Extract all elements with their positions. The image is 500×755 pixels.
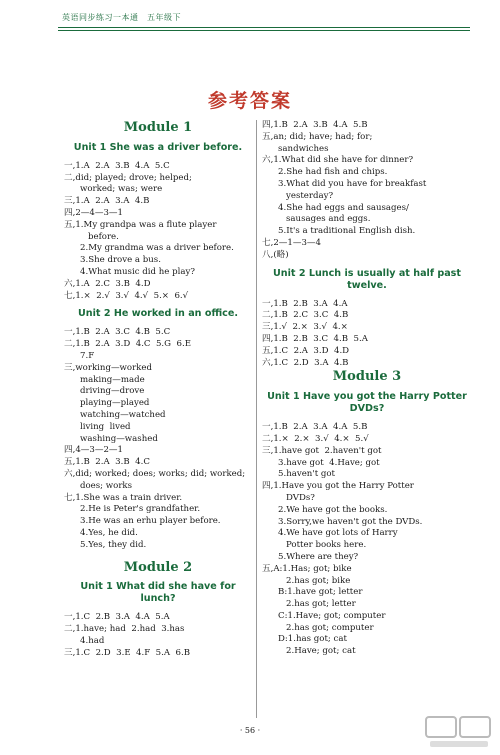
answer-line: driving—drove <box>80 386 145 397</box>
answer-line: C:1.Have; got; computer <box>278 610 386 621</box>
answer-line: 二,1.B 2.C 3.C 4.B <box>262 310 349 321</box>
answer-line: 八,(略) <box>262 249 289 260</box>
answer-line: before. <box>88 231 119 242</box>
right-column <box>262 120 472 658</box>
answer-line: 四,4—3—2—1 <box>64 445 123 456</box>
answer-line: 2.has got; computer <box>286 622 374 633</box>
answer-line: 二,1.B 2.A 3.D 4.C 5.G 6.E <box>64 339 191 350</box>
answer-line: 七,1.She was a train driver. <box>64 492 183 503</box>
unit-heading: Unit 2 He worked in an office. <box>78 308 238 320</box>
answer-line: 七,1.× 2.√ 3.√ 4.√ 5.× 6.√ <box>64 290 189 301</box>
answer-line: 2.has got; letter <box>286 599 356 610</box>
answer-line: 2.He is Peter's grandfather. <box>80 504 201 515</box>
answer-line: watching—watched <box>80 409 166 420</box>
answer-line: yesterday? <box>286 190 334 201</box>
answer-line: 一,1.B 2.B 3.A 4.A <box>262 298 348 309</box>
answer-line: 3.What did you have for breakfast <box>278 178 427 189</box>
module-heading: Module 3 <box>332 369 402 385</box>
answer-line: 四,1.Have you got the Harry Potter <box>262 481 414 492</box>
answer-line: 三,1.have got 2.haven't got <box>262 445 382 456</box>
answer-line: 三,1.C 2.D 3.E 4.F 5.A 6.B <box>64 647 191 658</box>
answer-line: 5.Yes, they did. <box>80 539 147 550</box>
answer-line: 4.had <box>80 635 105 646</box>
module-heading: Module 1 <box>123 120 193 135</box>
unit-heading: Unit 2 Lunch is usually at half past twelve. <box>273 267 461 291</box>
answer-line: 3.He was an erhu player before. <box>80 516 221 527</box>
answer-line: 3.have got 4.Have; got <box>278 457 380 468</box>
watermark-logo-icon <box>424 713 494 751</box>
answer-line: making—made <box>80 374 145 385</box>
answer-line: 2.We have got the books. <box>278 504 388 515</box>
answer-line: 五,1.My grandpa was a flute player <box>64 219 217 230</box>
unit-heading: Unit 1 She was a driver before. <box>73 141 243 153</box>
unit-heading: Unit 1 What did she have for lunch? <box>80 581 236 605</box>
answer-line: 2.She had fish and chips. <box>278 167 388 178</box>
answer-line: 三,working—worked <box>64 362 152 373</box>
answer-line: 五,1.C 2.A 3.D 4.D <box>262 345 350 356</box>
answer-line: 2.My grandma was a driver before. <box>80 243 234 254</box>
answer-line: 2.has got; bike <box>286 575 351 586</box>
answer-line: 二,1.have; had 2.had 3.has <box>64 624 185 635</box>
answer-line: washing—washed <box>80 433 158 444</box>
answer-line: 一,1.B 2.A 3.C 4.B 5.C <box>64 327 171 338</box>
answer-line: D:1.has got; cat <box>278 634 347 645</box>
answer-line: 2.Have; got; cat <box>286 646 356 657</box>
answer-line: 一,1.C 2.B 3.A 4.A 5.A <box>64 612 170 623</box>
answer-line: 3.She drove a bus. <box>80 255 161 266</box>
header-rule-thin <box>58 30 470 31</box>
unit-heading: Unit 1 Have you got the Harry Potter DVDs? <box>267 391 467 415</box>
module-heading: Module 2 <box>123 559 193 575</box>
answer-line: 一,1.B 2.A 3.A 4.A 5.B <box>262 422 368 433</box>
answer-line: 4.We have got lots of Harry <box>278 528 398 539</box>
answer-line: 四,2—4—3—1 <box>64 207 123 218</box>
answer-line: 二,1.× 2.× 3.√ 4.× 5.√ <box>262 433 369 444</box>
answer-line: 六,1.A 2.C 3.B 4.D <box>64 278 151 289</box>
header-rule <box>58 27 470 28</box>
page-number: · 56 · <box>239 726 261 735</box>
answer-line: sandwiches <box>278 143 329 154</box>
answer-line: DVDs? <box>286 492 315 503</box>
answer-line: Potter books here. <box>286 540 367 551</box>
page-title: 参考答案 <box>207 90 292 112</box>
answer-line: 3.Sorry,we haven't got the DVDs. <box>278 516 423 527</box>
left-column <box>64 120 252 659</box>
answer-line: 三,1.√ 2.× 3.√ 4.× <box>262 322 348 333</box>
column-divider <box>256 120 257 718</box>
answer-line: 五,A:1.Has; got; bike <box>262 563 352 574</box>
answer-line: 7.F <box>80 350 95 361</box>
answer-line: B:1.have got; letter <box>278 587 363 598</box>
answer-line: 4.Yes, he did. <box>80 527 138 538</box>
answer-line: 5.It's a traditional English dish. <box>278 226 416 237</box>
answer-line: sausages and eggs. <box>286 214 371 225</box>
answer-line: 五,an; did; have; had; for; <box>262 131 373 142</box>
answer-line: playing—played <box>80 398 150 409</box>
answer-line: 六,1.C 2.D 3.A 4.B <box>262 357 349 368</box>
answer-line: 六,did; worked; does; works; did; worked; <box>64 468 246 479</box>
answer-line: 四,1.B 2.A 3.B 4.A 5.B <box>262 120 368 130</box>
answer-line: 5.haven't got <box>278 469 336 480</box>
answer-line: 4.She had eggs and sausages/ <box>278 202 409 213</box>
running-header: 英语同步练习一本通 五年级下 <box>62 13 181 22</box>
answer-line: 5.Where are they? <box>278 551 359 562</box>
answer-line: 五,1.B 2.A 3.B 4.C <box>64 457 150 468</box>
answer-line: 二,did; played; drove; helped; <box>64 172 192 183</box>
answer-line: 四,1.B 2.B 3.C 4.B 5.A <box>262 333 368 344</box>
spacer <box>64 552 252 560</box>
answer-line: 六,1.What did she have for dinner? <box>262 155 414 166</box>
answer-line: 一,1.A 2.A 3.B 4.A 5.C <box>64 160 170 171</box>
answer-line: 4.What music did he play? <box>80 266 195 277</box>
answer-line: living lived <box>80 421 131 432</box>
answer-line: 三,1.A 2.A 3.A 4.B <box>64 196 150 207</box>
answer-line: does; works <box>80 480 133 491</box>
answer-line: 七,2—1—3—4 <box>262 237 321 248</box>
answer-line: worked; was; were <box>80 184 163 195</box>
